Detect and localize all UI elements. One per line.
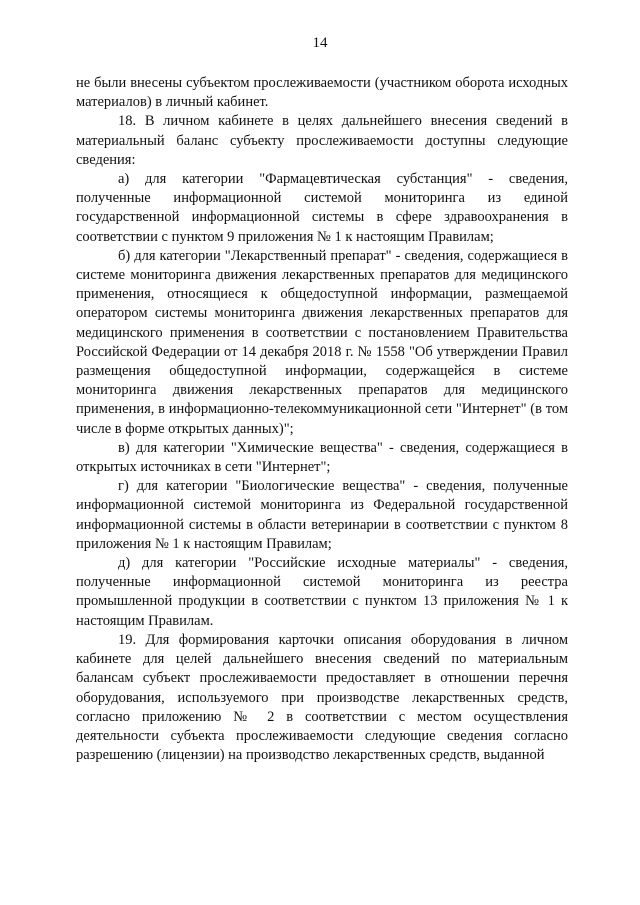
paragraph-item-b: б) для категории "Лекарственный препарат" - сведения, содержащиеся в системе мониторинга движения лекарственных препаратов для медицинского применения, относящиеся к общедоступной информации, размещаемой оператором системы мониторинга движения лекарственных препаратов для медицинского применения в соответствии с постановлением Правительства Российской Федерации от 14 декабря 2018 г. № 1558 "Об утверждении Правил размещения общедоступной информации, содержащейся в системе мониторинга движения лекарственных препаратов для медицинского применения, в информационно-телекоммуникационной сети "Интернет" (в том числе в форме открытых данных)"; — [76, 247, 568, 437]
paragraph-item-a: а) для категории "Фармацевтическая субстанция" - сведения, полученные информационной системой мониторинга из единой государственной информационной системы в сфере здравоохранения в соответствии с пунктом 9 приложения № 1 к настоящим Правилам; — [76, 171, 568, 245]
paragraph-item-v: в) для категории "Химические вещества" - сведения, содержащиеся в открытых источниках в сети "Интернет"; — [76, 439, 568, 476]
paragraph-item-g: г) для категории "Биологические вещества" - сведения, полученные информационной системой мониторинга из Федеральной государственной информационной системы в области ветеринарии в соответствии с пунктом 8 приложения № 1 к настоящим Правилам; — [76, 478, 568, 552]
paragraph-clause-19: 19. Для формирования карточки описания оборудования в личном кабинете для целей дальнейшего внесения сведений по материальным балансам субъект прослеживаемости предоставляет в отношении перечня оборудования, используемого при производстве лекарственных средств, согласно приложению № 2 в соответствии с местом осуществления деятельности субъекта прослеживаемости следующие сведения согласно разрешению (лицензии) на производство лекарственных средств, выданной — [76, 631, 568, 764]
paragraph-item-d: д) для категории "Российские исходные материалы" - сведения, полученные информационной системой мониторинга из реестра промышленной продукции в соответствии с пунктом 13 приложения № 1 к настоящим Правилам. — [76, 555, 568, 629]
paragraph-continuation: не были внесены субъектом прослеживаемости (участником оборота исходных материалов) в личный кабинет. — [76, 75, 568, 111]
page-number: 14 — [312, 35, 328, 51]
paragraph-clause-18: 18. В личном кабинете в целях дальнейшего внесения сведений в материальный баланс субъекту прослеживаемости доступны следующие сведения: — [76, 113, 568, 168]
document-body — [76, 74, 568, 765]
